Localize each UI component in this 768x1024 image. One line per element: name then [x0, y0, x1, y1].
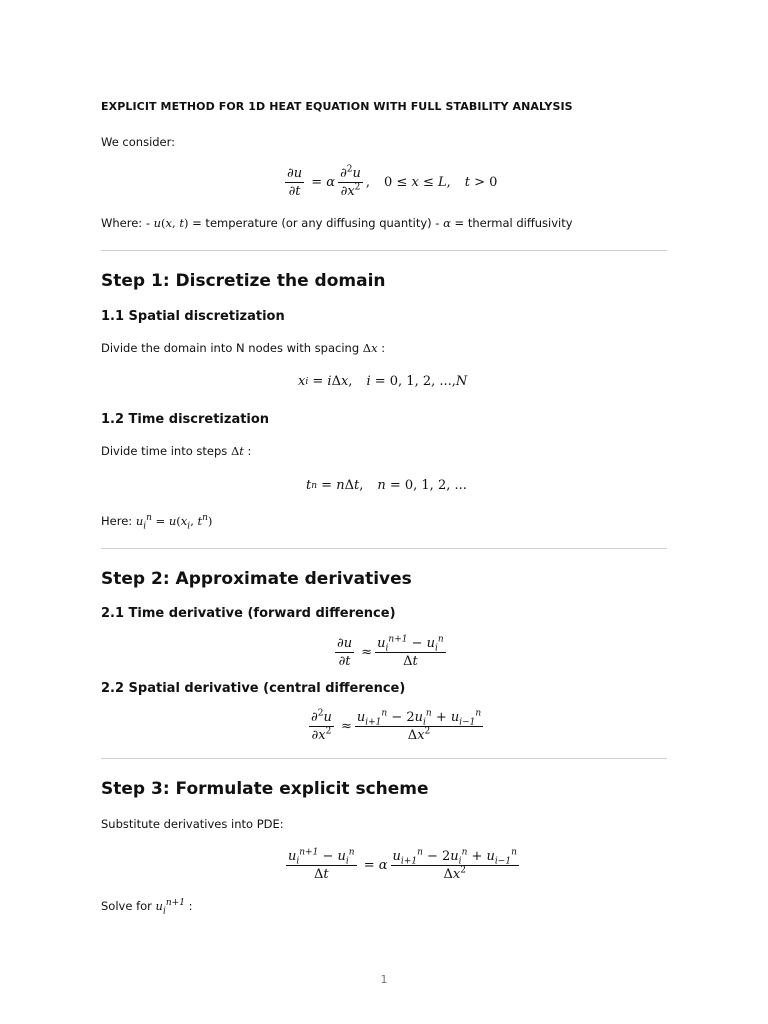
intro-text: We consider: — [101, 135, 176, 149]
spatial-text: Divide the domain into N nodes with spacing Δx : — [101, 341, 386, 355]
step1-heading: Step 1: Discretize the domain — [101, 271, 386, 291]
notation-text: Here: $u_i^n = u(x_i$, $t^n$) — [101, 513, 213, 532]
heat-equation: $\frac{\partial u}{\partial t}$ = α $\frac{\partial^2u}{\partial x^2}$ , 0 ≤ x ≤ L , t > 0 — [287, 164, 498, 199]
forward-difference-equation: $\frac{\partial u}{\partial t}$ ≈ $\frac{u_i^{n+1} - u_i^n}{\Delta t}$ — [337, 634, 444, 669]
explicit-scheme-equation: $\frac{u_i^{n+1} - u_i^n}{\Delta t}$ = α $\frac{u_{i+1}^n - 2u_i^n + u_{i-1}^n}{\Delta x^2}$ — [288, 847, 517, 882]
where-text: Where: - u(x, t) = temperature (or any diffusing quantity) - α = thermal diffusivity — [101, 216, 573, 230]
subheading-time: 1.2 Time discretization — [101, 412, 270, 427]
step3-heading: Step 3: Formulate explicit scheme — [101, 779, 429, 799]
subheading-time-derivative: 2.1 Time derivative (forward difference) — [101, 606, 396, 621]
time-grid-equation: t n = n Δ t , n = 0, 1, 2, ... — [306, 478, 467, 493]
time-text: Divide time into steps Δt : — [101, 444, 252, 458]
spatial-grid-equation: x i = i Δ x , i = 0, 1, 2, ..., N — [298, 374, 468, 389]
subheading-spatial-derivative: 2.2 Spatial derivative (central difference) — [101, 681, 406, 696]
divider — [101, 548, 667, 549]
central-difference-equation: $\frac{\partial^2u}{\partial x^2}$ ≈ $\frac{u_{i+1}^n - 2u_i^n + u_{i-1}^n}{\Delta x^2}$ — [311, 708, 482, 743]
solve-for-text: Solve for $u_i^{n+1}$ : — [101, 898, 193, 917]
divider — [101, 758, 667, 759]
divider — [101, 250, 667, 251]
document-title: EXPLICIT METHOD FOR 1D HEAT EQUATION WITH FULL STABILITY ANALYSIS — [101, 100, 573, 113]
subheading-spatial: 1.1 Spatial discretization — [101, 309, 285, 324]
step2-heading: Step 2: Approximate derivatives — [101, 569, 412, 589]
substitute-text: Substitute derivatives into PDE: — [101, 817, 284, 831]
page-number: 1 — [380, 973, 388, 986]
